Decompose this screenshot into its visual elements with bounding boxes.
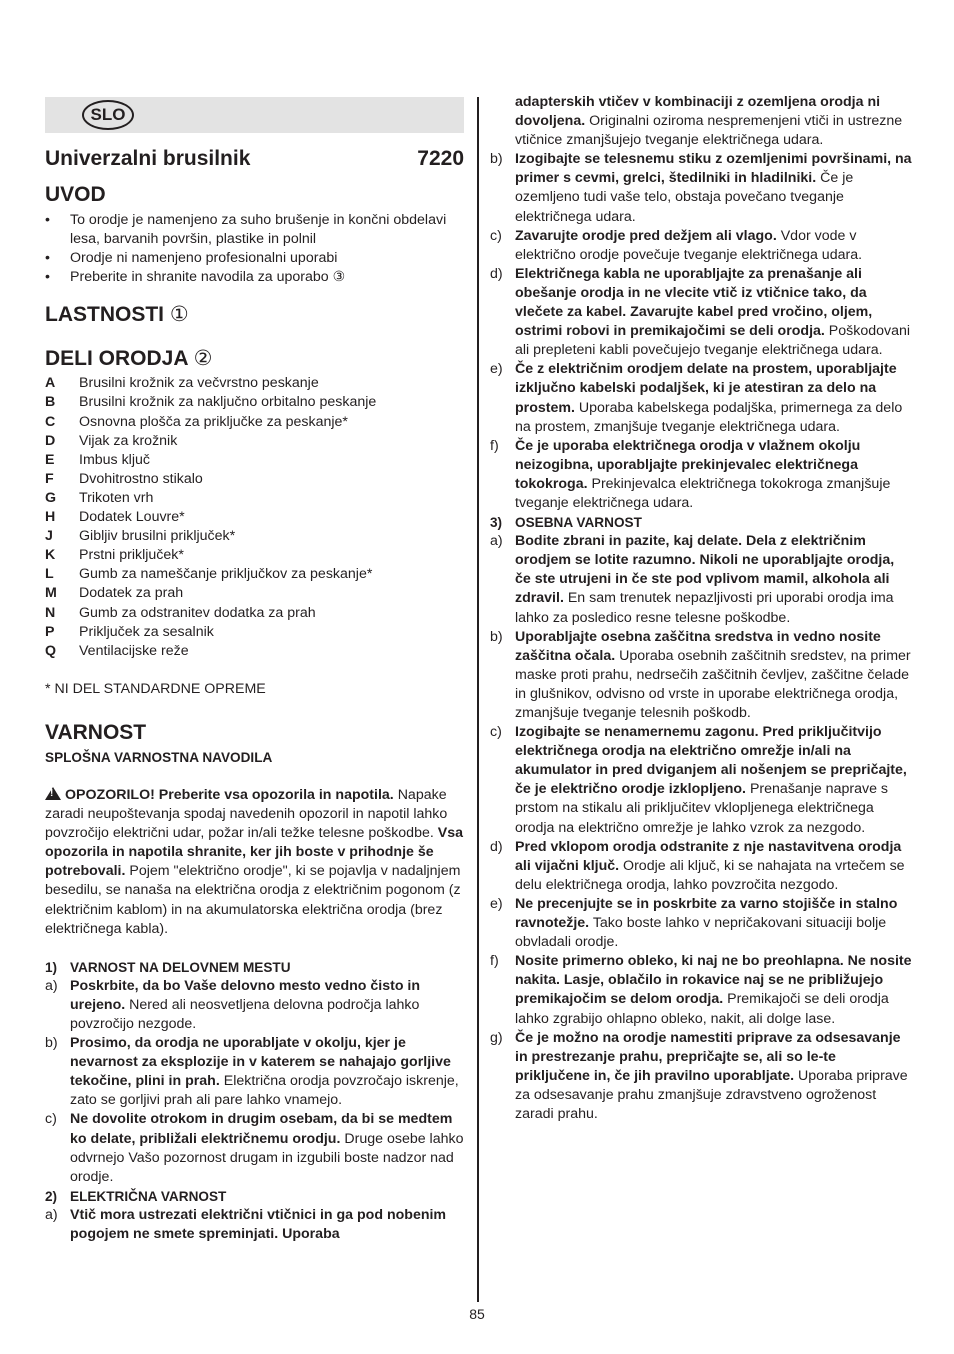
safety-item [490,437,912,513]
part-letter: L [45,566,54,583]
item-text [70,1206,464,1244]
part-description: Brusilni krožnik za večvrstno peskanje [79,375,319,392]
section-heading [45,1187,464,1206]
item-label: b) [45,1035,58,1052]
heading-deli-orodja [45,346,464,372]
heading-lastnosti-text: LASTNOSTI [45,303,164,327]
section-items [45,977,464,1187]
warning-text-1: Napake zaradi neupoštevanja spodaj navedenih opozoril in napotil lahko povzročijo električni udar, požar in/ali težke telesne poškodbe. [45,786,448,842]
item-label: d) [490,265,503,282]
standard-equipment-note: * NI DEL STANDARDNE OPREME [45,680,266,697]
item-label: c) [490,724,502,741]
part-letter: F [45,470,54,487]
product-title: Univerzalni brusilnik [45,147,251,170]
heading-lastnosti [45,302,464,328]
item-bold: Zavarujte orodje pred dežjem ali vlago. [515,227,777,244]
item-normal: Vdor vode v električno orodje povečuje tveganje električnega udara. [515,227,863,263]
part-description: Priključek za sesalnik [79,623,214,640]
safety-item [490,1029,912,1124]
part-letter: Q [45,642,57,659]
heading-deli-text: DELI ORODJA [45,347,188,371]
item-bold: Uporabljajte osebna zaščitna sredstva in vedno nosite zaščitna očala. [515,628,881,664]
item-text [515,93,912,150]
warning-bold-2: Vsa opozorila in napotila shranite, ker jih boste v prihodnje še potrebovali. [45,825,464,880]
safety-item [490,723,912,838]
item-label: e) [490,895,503,912]
part-description: Trikoten vrh [79,489,154,506]
safety-item [490,952,912,1028]
item-normal: Prekinjevalca električnega tokokroga zmanjšuje tveganje električnega udara. [515,475,891,511]
part-description: Prstni priključek* [79,547,184,564]
safety-item [45,1034,464,1110]
item-normal: Orodje ali ključ, ki se nahajata na vrtečem se delu električnega orodja, lahko povzročita nezgodo. [515,857,905,893]
model-number: 7220 [417,147,464,170]
safety-item [45,977,464,1034]
warning-paragraph [45,786,464,939]
intro-bullet: • Preberite in shranite navodila za uporabo ③ [45,268,464,287]
item-bold: Ne precenjujte se in poskrbite za varno stojišče in stalno ravnotežje. [515,895,898,932]
item-text [515,723,912,838]
section-heading [490,513,912,532]
intro-list [45,211,464,287]
safety-item [490,360,912,436]
item-text [515,265,912,360]
item-bold: Ne dovolite otrokom in drugim osebam, da bi se medtem ko delate, približali električnemu orodju. [70,1111,453,1147]
item-normal: Uporaba kabelskega podaljška, primernega za delo na prostem, zmanjšuje tveganje električnega udara. [515,399,903,435]
part-letter: D [45,432,56,449]
safety-item [490,227,912,265]
part-letter: B [45,394,56,411]
intro-bullet: • Orodje ni namenjeno profesionalni uporabi [45,249,464,268]
part-description: Dodatek Louvre* [79,509,185,526]
item-label: a) [490,533,503,550]
item-label: f) [490,953,499,970]
part-letter: P [45,623,55,640]
part-description: Ventilacijske reže [79,642,189,659]
section-number: 2) [45,1188,58,1204]
general-safety-subheading: SPLOŠNA VARNOSTNA NAVODILA [45,749,273,765]
item-normal: Prenašanje naprave s prstom na stikalu ali priključitev vklopljenega električnega orodja na električno omrežje je lahko vzrok za nezgodo. [515,781,888,836]
heading-varnost: VARNOST [45,720,147,744]
item-bold: Prosimo, da orodja ne uporabljate v okolju, kjer je nevarnost za eksplozije in v katerem se nahajajo gorljive tekočine, plini in prah. [70,1035,451,1090]
part-row [45,413,464,432]
part-letter: G [45,489,57,506]
part-description: Osnovna plošča za priključke za peskanje* [79,413,348,430]
item-bold: Električnega kabla ne uporabljajte za prenašanje ali obešanje orodja in ne vlecite vtič iz vtičnice tako, da vlečete za kabel. Zavarujte kabel pred vročino, oljem, ostrimi robovi in premikajočimi se deli orodja. [515,265,873,340]
part-description: Gumb za odstranitev dodatka za prah [79,604,316,621]
language-bar [45,97,464,133]
safety-item [490,895,912,952]
item-bold: Poskrbite, da bo Vaše delovno mesto vedno čisto in urejeno. [70,977,421,1013]
part-letter: K [45,547,56,564]
item-normal: Nered ali neosvetljena delovna področja lahko povzročijo nezgode. [70,996,420,1032]
part-description: Dodatek za prah [79,585,184,602]
item-text [515,360,912,436]
item-text [515,952,912,1028]
part-letter: N [45,604,56,621]
part-letter: J [45,528,53,545]
part-row [45,623,464,642]
warning-triangle-icon [45,787,61,800]
part-description: Brusilni krožnik za naključno orbitalno peskanje [79,394,377,411]
part-letter: A [45,375,56,392]
item-normal: En sam trenutek nepazljivosti pri uporabi orodja ima lahko za posledico resne telesne poškodbe. [515,590,894,626]
item-label: a) [45,977,58,994]
item-label: f) [490,437,499,454]
figure-ref-circle: ② [193,347,213,371]
item-normal: Električna orodja povzročajo iskrenje, zato se gorljivi prah ali pare lahko vnamejo. [70,1073,459,1109]
item-normal: Uporaba osebnih zaščitnih sredstev, na primer maske proti prahu, nedrsečih zaščitnih čevljev, zaščitne čelade in glušnikov, odvisno od vrste in uporabe električnega orodja, zmanjšuje tveganje telesnih poškodb. [515,647,911,721]
item-label: e) [490,361,503,378]
safety-item [490,265,912,360]
part-row [45,546,464,565]
part-letter: H [45,509,56,526]
item-text [70,1034,464,1110]
item-label: c) [490,227,502,244]
item-bold: Nosite primerno obleko, ki naj ne bo preohlapna. Ne nosite nakita. Lasje, oblačilo in rokavice naj se ne približujejo premikajočim se delom orodja. [515,953,912,1008]
item-bold: Če z električnim orodjem delate na prostem, uporabljajte izključno kabelski podaljšek, ki je atestiran za delo na prostem. [515,361,897,416]
item-text [515,150,912,226]
item-bold: Izogibajte se telesnemu stiku z ozemljenimi površinami, na primer s cevmi, grelci, štedilniki in hladilniki. [515,151,912,187]
item-bold: Pred vklopom orodja odstranite z nje nastavitvena orodja ali vijačni ključ. [515,838,902,874]
section-title: ELEKTRIČNA VARNOST [70,1188,227,1204]
part-row [45,527,464,546]
item-text [70,1110,464,1186]
item-normal: Originalni oziroma nespremenjeni vtiči in ustrezne vtičnice zmanjšujejo tveganje električnega udara. [515,113,903,149]
item-normal: Tako boste lahko v nepričakovani situaciji bolje obvladali orodje. [515,915,887,951]
item-label: g) [490,1029,503,1046]
parts-list [45,374,464,660]
item-label: d) [490,838,503,855]
warning-bold-1: OPOZORILO! Preberite vsa opozorila in napotila. [65,786,394,803]
part-row [45,642,464,661]
part-description: Dvohitrostno stikalo [79,470,203,487]
column-divider [477,97,479,1302]
section-items [490,150,912,513]
item-normal: Uporaba priprave za odsesavanje prahu zmanjšuje zdravstveno ogroženost zaradi prahu. [515,1067,908,1122]
item-bold: Vtič mora ustrezati električni vtičnici in ga pod nobenim pogojem ne smete spreminjati. Uporaba [70,1206,447,1243]
item-label: b) [490,628,503,645]
item-text [515,1029,912,1124]
title-row [45,146,464,172]
heading-uvod: UVOD [45,183,106,206]
safety-item [45,1110,464,1186]
item-text [515,227,912,265]
item-normal: Če je ozemljeno tudi vaše telo, obstaja povečano tveganje električnega udara. [515,170,854,225]
safety-item [490,628,912,723]
item-text [515,838,912,895]
item-text [515,437,912,513]
part-letter: M [45,585,57,602]
part-row [45,508,464,527]
right-column [490,93,912,1124]
item-bold: Izogibajte se nenamernemu zagonu. Pred priključitvijo električnega orodja na električno omrežje in/ali na akumulator in pred dviganjem ali nošenjem se prepričajte, če je električno orodje izklopljeno. [515,724,907,798]
section-number: 3) [490,515,503,531]
item-normal: Premikajoči se deli orodja lahko zgrabijo ohlapno obleko, nakit, ali dolge lase. [515,991,889,1027]
item-bold: Bodite zbrani in pazite, kaj delate. Dela z električnim orodjem se lotite razumno. Nikoli ne uporabljajte orodja, če ste utrujeni in če ste pod vplivom mamil, alkohola ali zdravil. [515,533,895,607]
part-row [45,489,464,508]
part-row [45,584,464,603]
part-description: Gumb za nameščanje priključkov za peskanje* [79,566,373,583]
section-items [490,532,912,1124]
item-normal: Poškodovani ali prepleteni kabli povečujejo tveganje električnega udara. [515,323,911,359]
part-description: Gibljiv brusilni priključek* [79,528,236,545]
part-row [45,565,464,584]
safety-item-continued [490,93,912,150]
section-heading [45,958,464,977]
item-label: b) [490,151,503,168]
part-row [45,470,464,489]
section-title: VARNOST NA DELOVNEM MESTU [70,959,291,975]
left-column [45,97,464,1244]
item-label: c) [45,1111,57,1128]
safety-item [490,838,912,895]
page-number: 85 [469,1306,485,1322]
item-text [515,532,912,627]
safety-item [490,532,912,627]
intro-bullet: • To orodje je namenjeno za suho brušenje in končni obdelavi lesa, barvanih površin, plastike in polnil [45,211,464,249]
item-label: a) [45,1206,58,1223]
item-text [515,895,912,952]
section-title: OSEBNA VARNOST [515,515,642,531]
safety-item [45,1206,464,1244]
item-bold: adapterskih vtičev v kombinaciji z ozemljena orodja ni dovoljena. [515,94,881,130]
part-row [45,604,464,623]
part-row [45,393,464,412]
part-letter: C [45,413,56,430]
part-description: Vijak za krožnik [79,432,178,449]
part-row [45,451,464,470]
part-description: Imbus ključ [79,451,150,468]
figure-ref-circle: ① [169,303,189,327]
item-normal: Druge osebe lahko odvrnejo Vašo pozornost drugam in izgubili boste nadzor nad orodje. [70,1130,464,1185]
part-row [45,432,464,451]
safety-item [490,150,912,226]
item-text [70,977,464,1034]
section-number: 1) [45,959,58,975]
part-row [45,374,464,393]
item-bold: Če je uporaba električnega orodja v vlažnem okolju neizogibna, uporabljajte prekinjevalec električnega tokokroga. [515,437,861,492]
item-bold: Če je možno na orodje namestiti priprave za odsesavanje in prestrezanje prahu, prepričajte se, ali so le-te priključene in, če jih pravilno uporabljate. [515,1029,901,1084]
warning-text-2: Pojem "električno orodje", ki se pojavlja v nadaljnjem besedilu, se nanaša na električna orodja z električnim pogonom (z električnim kablom) in na akumulatorska električna orodja (brez električnega kabla). [45,863,461,937]
item-text [515,628,912,723]
language-badge: SLO [82,100,134,130]
part-letter: E [45,451,55,468]
